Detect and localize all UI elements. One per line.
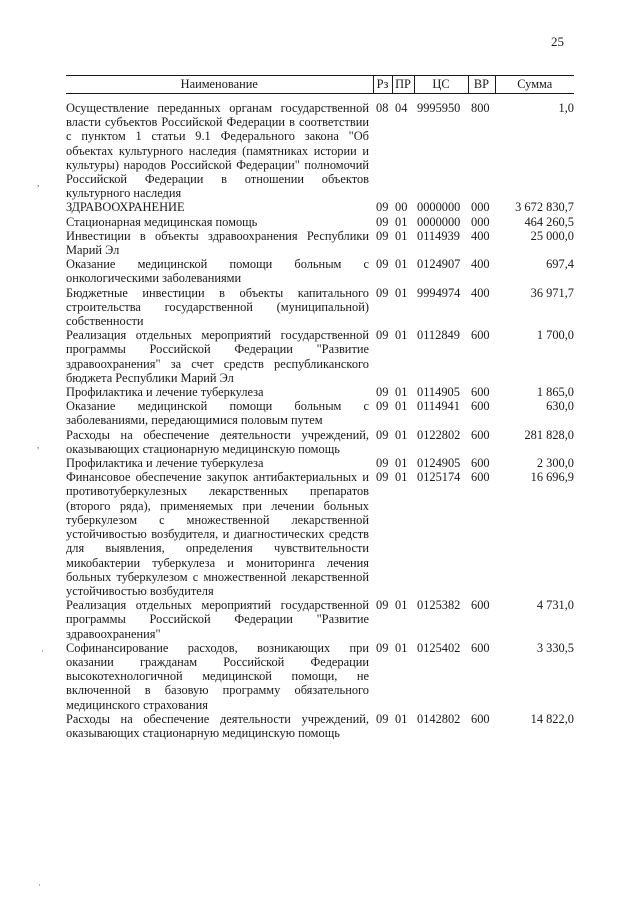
cell-rz: 09 xyxy=(376,399,389,414)
cell-vr: 600 xyxy=(471,598,490,613)
cell-cs: 0125402 xyxy=(417,640,461,655)
cell-name: Профилактика и лечение туберкулеза xyxy=(66,385,264,400)
cell-pr: 01 xyxy=(395,399,408,414)
margin-mark: · xyxy=(38,880,41,890)
cell-sum: 4 731,0 xyxy=(536,598,574,613)
cell-sum: 3 672 830,7 xyxy=(515,200,574,215)
cell-vr: 400 xyxy=(471,285,490,300)
cell-rz: 09 xyxy=(376,257,389,272)
cell-name: Осуществление переданных органам государственной власти субъектов Российской Федерации в соответствии с пунктом 1 статьи 9.1 Федерального закона "Об объектах культурного наследия (памятниках истории и культуры) народов Российской Федерации" полномочий Российской Федерации в отношении объектов культурного наследия xyxy=(66,101,369,201)
cell-vr: 600 xyxy=(471,711,490,726)
cell-rz: 09 xyxy=(376,456,389,471)
cell-name: Профилактика и лечение туберкулеза xyxy=(66,456,264,471)
cell-pr: 01 xyxy=(395,640,408,655)
cell-cs: 0122802 xyxy=(417,427,461,442)
cell-vr: 000 xyxy=(471,214,490,229)
cell-name: Стационарная медицинская помощь xyxy=(66,214,258,229)
cell-pr: 00 xyxy=(395,200,408,215)
cell-name: Инвестиции в объекты здравоохранения Республики Марий Эл xyxy=(66,228,369,258)
cell-rz: 09 xyxy=(376,711,389,726)
header-pr: ПР xyxy=(392,76,414,94)
cell-cs: 9995950 xyxy=(417,101,461,115)
cell-pr: 01 xyxy=(395,385,408,400)
cell-name: Софинансирование расходов, возникающих при оказании гражданам Российской Федерации высокотехнологичной медицинской помощи, не включенной в базовую программу обязательного медицинского страхования xyxy=(66,640,369,712)
table-row xyxy=(66,229,574,257)
cell-rz: 09 xyxy=(376,427,389,442)
table-row xyxy=(66,712,574,740)
cell-rz: 09 xyxy=(376,640,389,655)
cell-pr: 01 xyxy=(395,228,408,243)
cell-vr: 600 xyxy=(471,640,490,655)
table-row xyxy=(66,286,574,329)
cell-pr: 01 xyxy=(395,598,408,613)
cell-name: Оказание медицинской помощи больным с заболеваниями, передающимися половым путем xyxy=(66,399,369,428)
cell-sum: 1,0 xyxy=(558,101,574,115)
table-row xyxy=(66,385,574,399)
cell-pr: 01 xyxy=(395,711,408,726)
cell-pr: 01 xyxy=(395,470,408,485)
cell-sum: 1 700,0 xyxy=(536,328,574,343)
header-cs: ЦС xyxy=(414,76,468,94)
cell-cs: 0125174 xyxy=(417,470,461,485)
cell-cs: 9994974 xyxy=(417,285,461,300)
cell-rz: 09 xyxy=(376,228,389,243)
table-row xyxy=(66,456,574,470)
header-vr: ВР xyxy=(468,76,495,94)
table-row xyxy=(66,215,574,229)
cell-name: Бюджетные инвестиции в объекты капитального строительства государственной (муниципальной) собственности xyxy=(66,285,369,329)
cell-cs: 0000000 xyxy=(417,214,461,229)
cell-vr: 600 xyxy=(471,456,490,471)
margin-mark: , xyxy=(37,440,40,450)
table-row xyxy=(66,428,574,456)
cell-pr: 01 xyxy=(395,456,408,471)
cell-cs: 0114939 xyxy=(417,228,460,243)
cell-cs: 0112849 xyxy=(417,328,460,343)
cell-vr: 400 xyxy=(471,257,490,272)
table-row xyxy=(66,257,574,285)
cell-sum: 36 971,7 xyxy=(530,285,574,300)
cell-rz: 09 xyxy=(376,598,389,613)
cell-name: Финансовое обеспечение закупок антибактериальных и противотуберкулезных лекарственных препаратов (второго ряда), применяемых при лечении больных туберкулезом с множественной лекарственной устойчивостью возбудителя, и диагностических средств для выявления, определения чувствительности микобактерии туберкулеза и мониторинга лечения больных туберкулезом с множественной лекарственной устойчивостью возбудителя xyxy=(66,470,369,598)
cell-name: Расходы на обеспечение деятельности учреждений, оказывающих стационарную медицинскую помощь xyxy=(66,711,369,740)
table-row xyxy=(66,470,574,598)
cell-pr: 01 xyxy=(395,285,408,300)
cell-vr: 600 xyxy=(471,328,490,343)
cell-name: Оказание медицинской помощи больным с онкологическими заболеваниями xyxy=(66,257,369,286)
cell-cs: 0114905 xyxy=(417,385,460,400)
table-row xyxy=(66,641,574,712)
cell-pr: 04 xyxy=(395,101,408,115)
cell-name: Расходы на обеспечение деятельности учреждений, оказывающих стационарную медицинскую помощь xyxy=(66,427,369,456)
cell-vr: 800 xyxy=(471,101,490,115)
cell-rz: 09 xyxy=(376,214,389,229)
cell-sum: 281 828,0 xyxy=(524,427,574,442)
cell-sum: 16 696,9 xyxy=(530,470,574,485)
cell-rz: 09 xyxy=(376,200,389,215)
cell-sum: 25 000,0 xyxy=(530,228,574,243)
cell-pr: 01 xyxy=(395,257,408,272)
cell-sum: 14 822,0 xyxy=(530,711,574,726)
cell-sum: 1 865,0 xyxy=(536,385,574,400)
cell-vr: 600 xyxy=(471,385,490,400)
cell-name: Реализация отдельных мероприятий государственной программы Российской Федерации "Развитие здравоохранения" за счет средств республиканского бюджета Республики Марий Эл xyxy=(66,328,369,385)
cell-sum: 697,4 xyxy=(546,257,574,272)
cell-name: Реализация отдельных мероприятий государственной программы Российской Федерации "Развитие здравоохранения" xyxy=(66,598,369,641)
cell-pr: 01 xyxy=(395,427,408,442)
cell-sum: 2 300,0 xyxy=(536,456,574,471)
cell-sum: 3 330,5 xyxy=(536,640,574,655)
table-row xyxy=(66,598,574,641)
table-row xyxy=(66,200,574,214)
margin-mark: , xyxy=(37,178,40,188)
cell-cs: 0124907 xyxy=(417,257,461,272)
cell-cs: 0114941 xyxy=(417,399,460,414)
budget-table xyxy=(66,75,574,740)
header-sum: Сумма xyxy=(495,76,574,94)
cell-rz: 08 xyxy=(376,101,389,115)
cell-rz: 09 xyxy=(376,328,389,343)
header-name: Наименование xyxy=(66,76,373,94)
cell-sum: 464 260,5 xyxy=(524,214,574,229)
table-header-row xyxy=(66,76,574,94)
cell-vr: 400 xyxy=(471,228,490,243)
cell-rz: 09 xyxy=(376,470,389,485)
cell-cs: 0000000 xyxy=(417,200,461,215)
cell-cs: 0124905 xyxy=(417,456,461,471)
cell-vr: 000 xyxy=(471,200,490,215)
cell-rz: 09 xyxy=(376,385,389,400)
cell-pr: 01 xyxy=(395,214,408,229)
cell-rz: 09 xyxy=(376,285,389,300)
cell-name: ЗДРАВООХРАНЕНИЕ xyxy=(66,200,185,215)
table-row xyxy=(66,399,574,427)
margin-mark: · xyxy=(41,646,44,656)
header-rz: Рз xyxy=(373,76,392,94)
cell-vr: 600 xyxy=(471,399,490,414)
cell-vr: 600 xyxy=(471,427,490,442)
page-number: 25 xyxy=(551,34,564,49)
cell-sum: 630,0 xyxy=(546,399,574,414)
table-row xyxy=(66,328,574,385)
cell-cs: 0125382 xyxy=(417,598,461,613)
header-spacer xyxy=(66,94,574,102)
table-row xyxy=(66,101,574,200)
cell-pr: 01 xyxy=(395,328,408,343)
cell-cs: 0142802 xyxy=(417,711,461,726)
cell-vr: 600 xyxy=(471,470,490,485)
